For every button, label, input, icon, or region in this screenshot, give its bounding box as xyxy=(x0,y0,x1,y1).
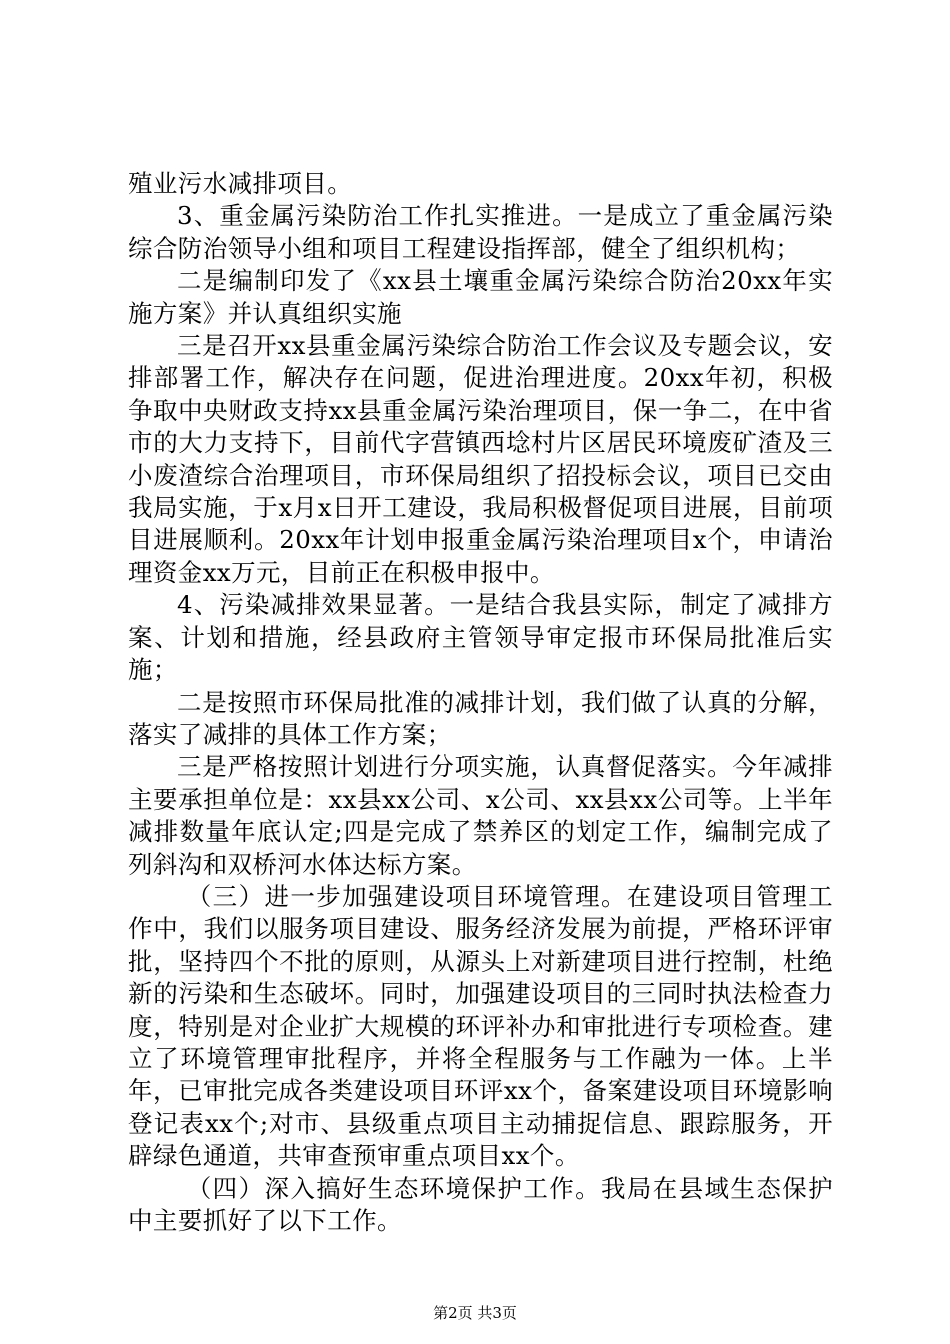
document-body xyxy=(128,168,833,1237)
paragraph-implementation-plan: 二是编制印发了《xx县土壤重金属污染综合防治20xx年实施方案》并认真组织实施 xyxy=(128,266,833,328)
paragraph-reduction-implementation: 三是严格按照计划进行分项实施，认真督促落实。今年减排主要承担单位是：xx县xx公司、x公司、xx县xx公司等。上半年减排数量年底认定;四是完成了禁养区的划定工作，编制完成了列斜沟和双桥河水体达标方案。 xyxy=(128,752,833,879)
paragraph-section-four: （四）深入搞好生态环境保护工作。我局在县域生态保护中主要抓好了以下工作。 xyxy=(128,1173,833,1235)
paragraph-section-three: （三）进一步加强建设项目环境管理。在建设项目管理工作中，我们以服务项目建设、服务经济发展为前提，严格环评审批，坚持四个不批的原则，从源头上对新建项目进行控制，杜绝新的污染和生态破坏。同时，加强建设项目的三同时执法检查力度，特别是对企业扩大规模的环评补办和审批进行专项检查。建立了环境管理审批程序，并将全程服务与工作融为一体。上半年，已审批完成各类建设项目环评xx个，备案建设项目环境影响登记表xx个;对市、县级重点项目主动捕捉信息、跟踪服务，开辟绿色通道，共审查预审重点项目xx个。 xyxy=(128,881,833,1171)
paragraph-meeting: 三是召开xx县重金属污染综合防治工作会议及专题会议，安排部署工作，解决存在问题，促进治理进度。20xx年初，积极争取中央财政支持xx县重金属污染治理项目，保一争二，在中省市的大力支持下，目前代字营镇西埝村片区居民环境废矿渣及三小废渣综合治理项目，市环保局组织了招投标会议，项目已交由我局实施，于x月x日开工建设，我局积极督促项目进展，目前项目进展顺利。20xx年计划申报重金属污染治理项目x个，申请治理资金xx万元，目前正在积极申报中。 xyxy=(128,331,833,587)
page-number: 第2页 共3页 xyxy=(433,1304,517,1322)
paragraph-continuation: 殖业污水减排项目。 xyxy=(128,169,353,198)
paragraph-heavy-metal: 3、重金属污染防治工作扎实推进。一是成立了重金属污染综合防治领导小组和项目工程建设指挥部，健全了组织机构； xyxy=(128,201,833,263)
paragraph-emission-reduction: 4、污染减排效果显著。一是结合我县实际，制定了减排方案、计划和措施，经县政府主管领导审定报市环保局批准后实施； xyxy=(128,590,833,685)
paragraph-reduction-plan: 二是按照市环保局批准的减排计划，我们做了认真的分解，落实了减排的具体工作方案； xyxy=(128,687,833,749)
page-footer xyxy=(0,1303,950,1323)
